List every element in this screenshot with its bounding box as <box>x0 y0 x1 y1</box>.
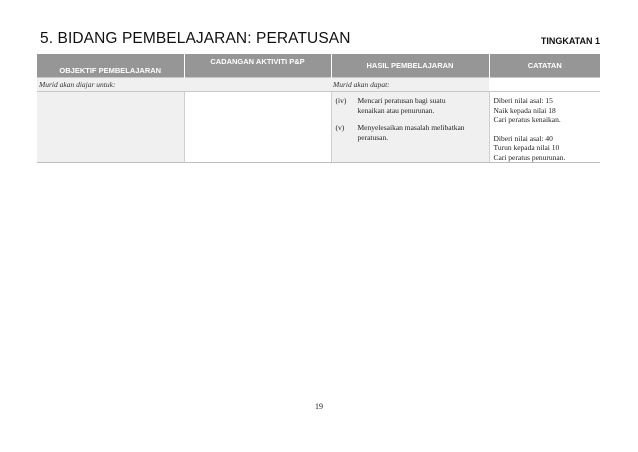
outcome-number: (v) <box>335 123 345 132</box>
intro-hasil: Murid akan dapat: <box>331 78 489 92</box>
content-row <box>37 92 600 163</box>
note-line: Cari peratus penurunan. <box>493 152 566 162</box>
level-label: TINGKATAN 1 <box>540 36 600 46</box>
header-objektif: OBJEKTIF PEMBELAJARAN <box>37 54 184 78</box>
note-spacer <box>494 125 601 134</box>
notes <box>490 92 601 162</box>
header-cadangan: CADANGAN AKTIVITI P&P <box>184 54 331 78</box>
intro-catatan <box>489 78 600 92</box>
note-line: Naik kepada nilai 18 <box>493 105 556 115</box>
header-row <box>37 54 600 78</box>
note-line: Turun kepada nilai 10 <box>493 143 560 152</box>
note-line: Diberi nilai asal: 15 <box>493 96 553 105</box>
note-line: Cari peratus kenaikan. <box>493 115 561 124</box>
catatan-cell <box>489 92 600 163</box>
learning-table <box>37 54 600 163</box>
outcome-text: Menyelesaikan masalah melibatkan peratusan. <box>357 123 465 142</box>
objektif-cell <box>37 92 184 163</box>
intro-objektif: Murid akan diajar untuk: <box>37 78 331 92</box>
note-line: Diberi nilai asal: 40 <box>493 133 553 143</box>
header-catatan: CATATAN <box>489 54 600 78</box>
outcome-number: (iv) <box>335 96 347 105</box>
outcome-text: Mencari peratusan bagi suatu kenaikan atau penurunan. <box>357 96 446 115</box>
cadangan-cell <box>184 92 331 163</box>
page-title: 5. BIDANG PEMBELAJARAN: PERATUSAN <box>40 30 351 47</box>
outcome-item <box>336 123 489 142</box>
hasil-cell <box>331 92 489 163</box>
page-number: 19 <box>315 402 323 411</box>
header-hasil: HASIL PEMBELAJARAN <box>331 54 489 78</box>
intro-row <box>37 78 600 92</box>
outcome-item <box>336 96 489 115</box>
